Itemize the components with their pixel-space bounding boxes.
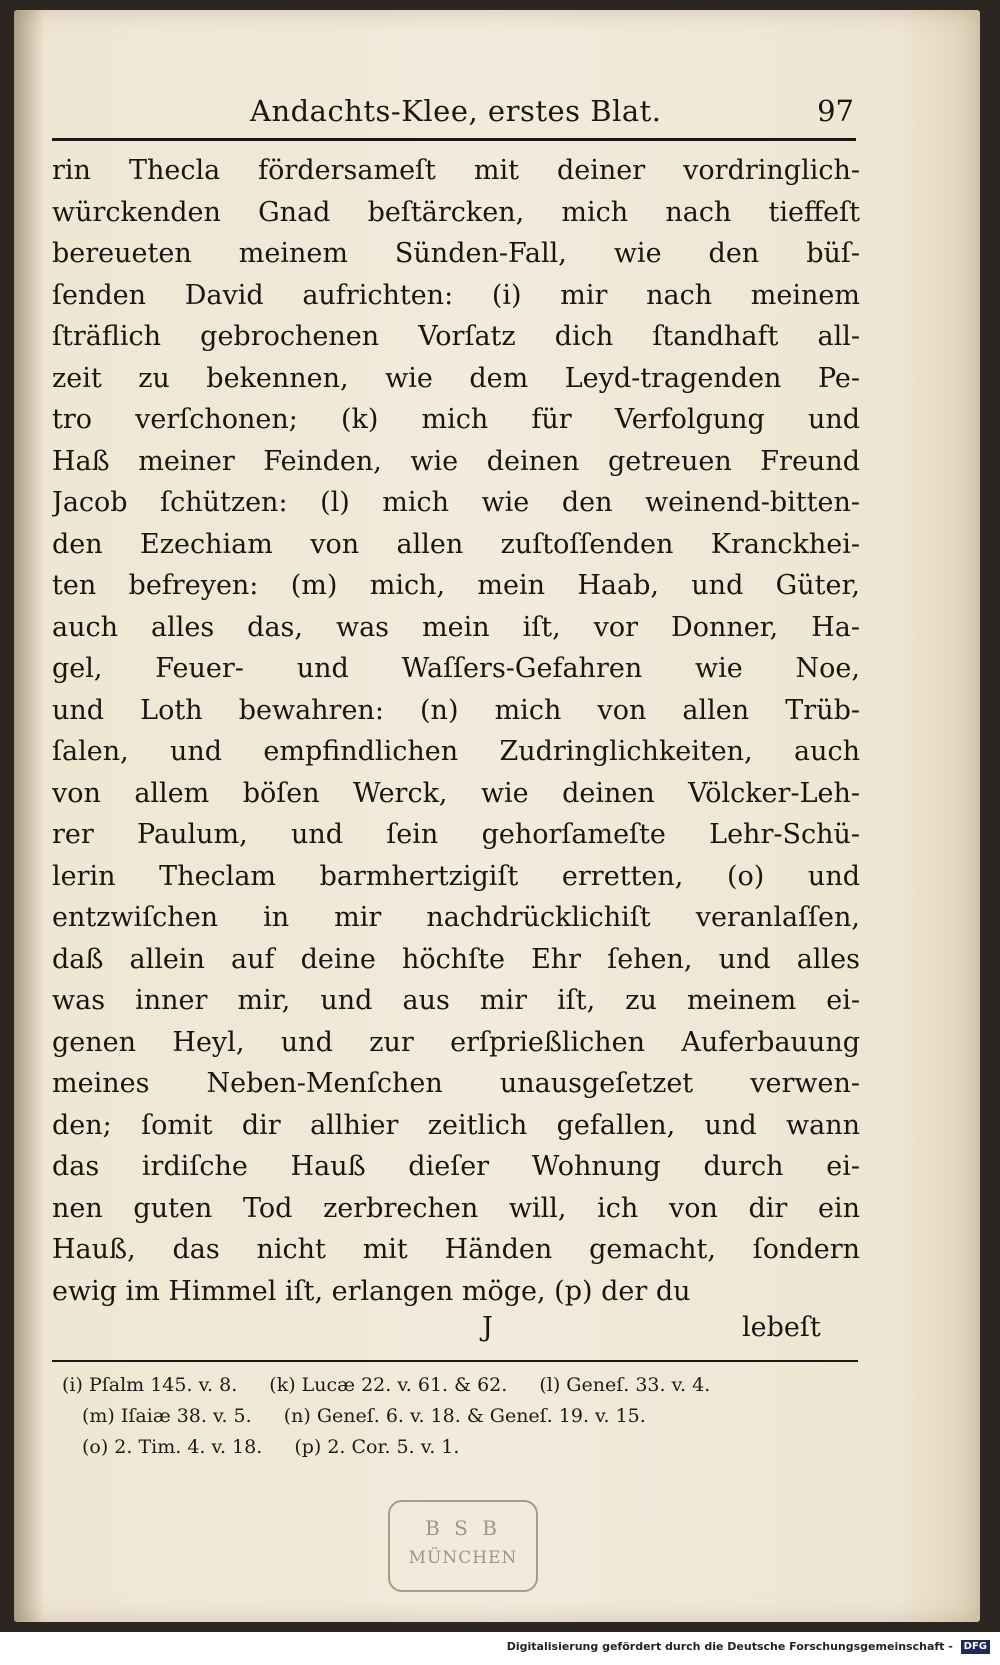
- text-line: ten befreyen: (m) mich, mein Haab, und Güter,: [52, 570, 860, 601]
- text-line: würckenden Gnad beſtärcken, mich nach tieffeſt: [52, 196, 860, 228]
- running-head: [132, 86, 854, 142]
- text-line: ſenden David aufrichten: (i) mir nach meinem: [52, 279, 860, 311]
- body-text: [52, 150, 860, 1312]
- footnote-m: (m) Iſaiæ 38. v. 5.: [82, 1405, 252, 1427]
- catch-row: [52, 1312, 860, 1354]
- library-stamp: [388, 1500, 538, 1592]
- text-line: ſträflich gebrochenen Vorſatz dich ſtandhaft all-: [52, 321, 860, 352]
- text-line: tro verſchonen; (k) mich für Verfolgung und: [52, 404, 860, 435]
- text-line: meines Neben-Menſchen unausgeſetzet verwen-: [52, 1068, 860, 1099]
- spine-shadow: [14, 10, 44, 1622]
- footnote-row: [62, 1370, 862, 1401]
- dfg-logo: DFG: [961, 1640, 990, 1654]
- text-line: was inner mir, und aus mir iſt, zu meinem ei-: [52, 985, 860, 1016]
- text-line: Hauß, das nicht mit Händen gemacht, ſondern: [52, 1234, 860, 1265]
- footnote-o: (o) 2. Tim. 4. v. 18.: [82, 1436, 263, 1458]
- text-line: den; ſomit dir allhier zeitlich gefallen, und wann: [52, 1109, 860, 1141]
- footnote-rule: [52, 1360, 858, 1362]
- footnote-n: (n) Geneſ. 6. v. 18. & Geneſ. 19. v. 15.: [283, 1405, 646, 1427]
- text-line: ſalen, und empfindlichen Zudringlichkeiten, auch: [52, 736, 860, 767]
- book-page: [14, 10, 980, 1622]
- footnote-p: (p) 2. Cor. 5. v. 1.: [294, 1436, 460, 1458]
- text-line: entzwiſchen in mir nachdrücklichiſt veranlaſſen,: [52, 902, 860, 933]
- text-line: ewig im Himmel iſt, erlangen möge, (p) der du: [52, 1275, 691, 1307]
- text-line: auch alles das, was mein iſt, vor Donner, Ha-: [52, 611, 860, 643]
- text-line: genen Heyl, und zur erſprießlichen Auferbauung: [52, 1026, 860, 1058]
- footnote-row: [62, 1432, 862, 1463]
- text-line: daß allein auf deine höchſte Ehr ſehen, und alles: [52, 943, 860, 975]
- header-rule: [52, 138, 856, 141]
- signature-mark: J: [482, 1312, 493, 1343]
- footnotes: [62, 1370, 862, 1463]
- text-line: Haß meiner Feinden, wie deinen getreuen Freund: [52, 445, 860, 477]
- text-line: von allem böſen Werck, wie deinen Völcker-Leh-: [52, 777, 860, 809]
- text-line: den Ezechiam von allen zuſtoſſenden Kranckhei-: [52, 528, 860, 560]
- catchword: lebeſt: [742, 1312, 821, 1343]
- text-line: lerin Theclam barmhertzigiſt erretten, (o) und: [52, 860, 860, 892]
- text-line: gel, Feuer- und Waſſers-Gefahren wie Noe,: [52, 653, 860, 684]
- credit-text: Digitalisierung gefördert durch die Deutsche Forschungsgemeinschaft -: [506, 1640, 953, 1653]
- text-line: rer Paulum, und ſein gehorſameſte Lehr-Schü-: [52, 819, 860, 850]
- stamp-line-bsb: B S B: [425, 1516, 501, 1540]
- text-line: Jacob ſchützen: (l) mich wie den weinend-bitten-: [52, 487, 860, 518]
- text-line: rin Thecla fördersameſt mit deiner vordringlich-: [52, 155, 860, 186]
- stamp-line-muenchen: MÜNCHEN: [408, 1548, 518, 1568]
- text-line: bereueten meinem Sünden-Fall, wie den büſ-: [52, 238, 860, 269]
- text-line: das irdiſche Hauß dieſer Wohnung durch ei-: [52, 1151, 860, 1182]
- digitization-credit: [0, 1640, 990, 1654]
- footnote-k: (k) Lucæ 22. v. 61. & 62.: [269, 1374, 508, 1396]
- text-line: und Loth bewahren: (n) mich von allen Trüb-: [52, 694, 860, 726]
- text-line: nen guten Tod zerbrechen will, ich von dir ein: [52, 1192, 860, 1224]
- footnote-row: [62, 1401, 862, 1432]
- page-number: 97: [817, 94, 854, 128]
- running-title: Andachts-Klee, erstes Blat.: [250, 94, 662, 128]
- footnote-i: (i) Pſalm 145. v. 8.: [62, 1374, 238, 1396]
- text-line: zeit zu bekennen, wie dem Leyd-tragenden Pe-: [52, 362, 860, 394]
- footnote-l: (l) Geneſ. 33. v. 4.: [539, 1374, 711, 1396]
